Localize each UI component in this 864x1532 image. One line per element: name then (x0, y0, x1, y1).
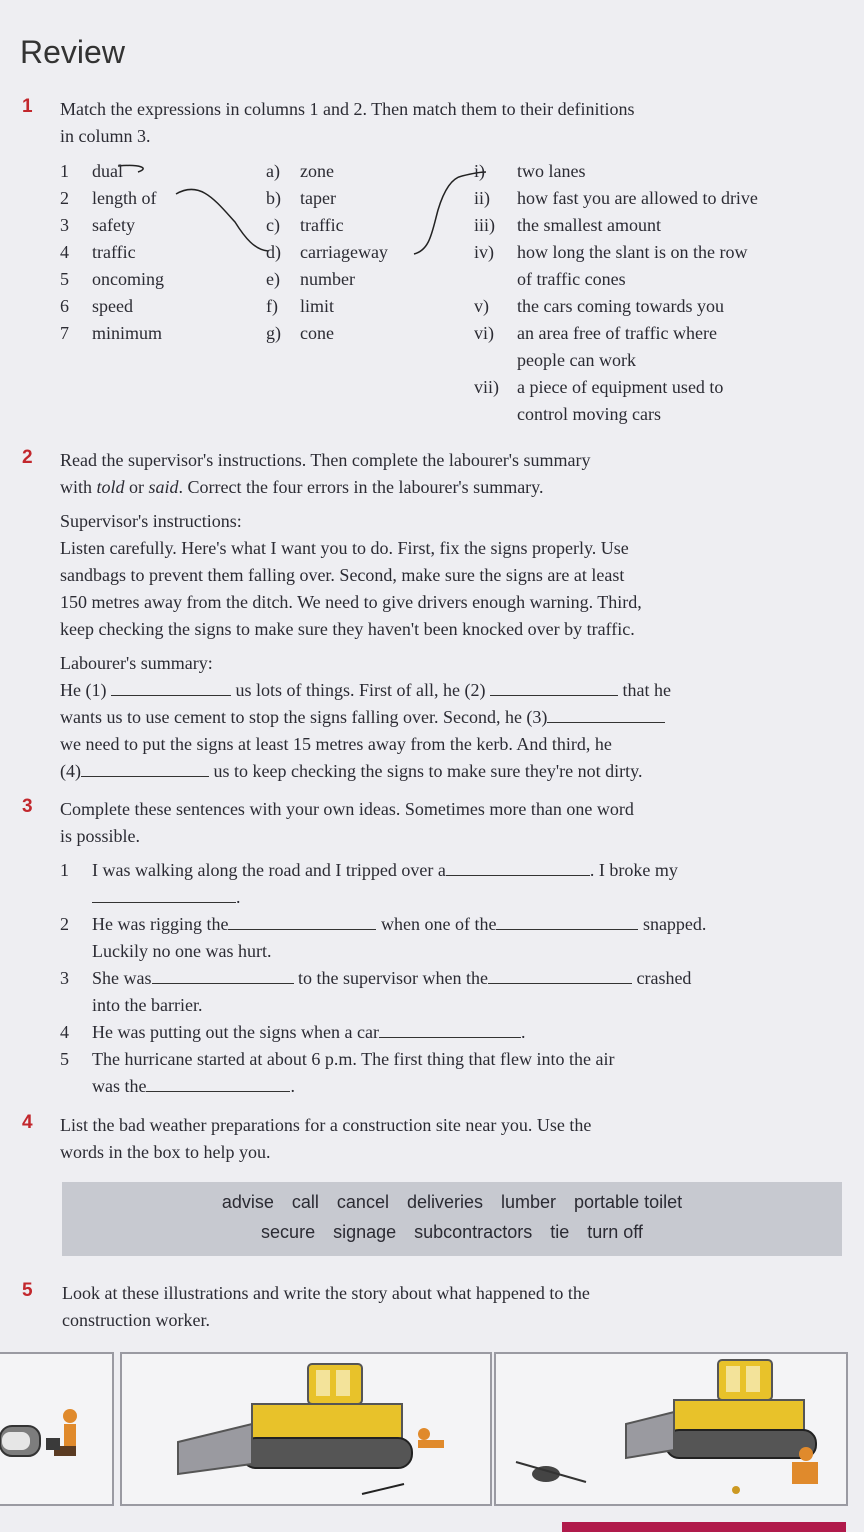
column-2-word: zone (300, 161, 334, 181)
column-2-word: cone (300, 323, 334, 343)
blank-field-1[interactable] (111, 681, 231, 696)
paragraph-line: sandbags to prevent them falling over. Second, make sure the signs are at least (60, 565, 625, 585)
column-2-word: carriageway (300, 242, 388, 262)
sentence-number: 2 (60, 914, 69, 934)
word-box-item: secure (261, 1222, 316, 1242)
column-1-word: length of (92, 188, 157, 208)
word-box-row (62, 1192, 842, 1213)
summary-line: He (1) us lots of things. First of all, he (2) that he (60, 680, 671, 700)
column-3-definition: how long the slant is on the row (517, 242, 748, 262)
instruction-text: Look at these illustrations and write the story about what happened to the (62, 1283, 590, 1303)
blank-field[interactable] (228, 915, 376, 930)
page-title: Review (20, 34, 125, 70)
illustration-panel-3 (494, 1352, 848, 1506)
word-box-item: cancel (336, 1192, 389, 1212)
column-2-word: limit (300, 296, 335, 316)
column-3-definition: control moving cars (517, 404, 661, 424)
column-2-letter: b) (266, 188, 281, 208)
word-box-item: portable toilet (574, 1192, 683, 1212)
word-box-item: tie (550, 1222, 570, 1242)
word-box-item: deliveries (406, 1192, 483, 1212)
sentence-5: The hurricane started at about 6 p.m. The first thing that flew into the air (92, 1049, 615, 1069)
column-1-number: 2 (60, 188, 69, 208)
summary-line: (4) us to keep checking the signs to make sure they're not dirty. (60, 761, 643, 781)
instruction-text: List the bad weather preparations for a construction site near you. Use the (60, 1115, 592, 1135)
instruction-text: words in the box to help you. (60, 1142, 271, 1162)
section-heading: Supervisor's instructions: (60, 511, 242, 531)
column-1-word: minimum (92, 323, 163, 343)
column-3-definition: the smallest amount (517, 215, 661, 235)
column-2-word: taper (300, 188, 336, 208)
column-1-word: speed (92, 296, 133, 316)
column-3-numeral: iii) (474, 215, 495, 235)
exercise-number: 3 (22, 796, 33, 817)
column-1-number: 1 (60, 161, 69, 181)
sentence-number: 4 (60, 1022, 69, 1042)
word-box-row (62, 1222, 842, 1243)
instruction-text: with told or said. Correct the four errors in the labourer's summary. (60, 477, 544, 497)
blank-field-2[interactable] (490, 681, 618, 696)
column-2-letter: c) (266, 215, 280, 235)
column-3-definition: a piece of equipment used to (517, 377, 724, 397)
column-3-definition: of traffic cones (517, 269, 626, 289)
column-1-number: 5 (60, 269, 69, 289)
paragraph-line: 150 metres away from the ditch. We need to give drivers enough warning. Third, (60, 592, 642, 612)
illustration-panel-2 (120, 1352, 492, 1506)
blank-field-3[interactable] (547, 708, 665, 723)
summary-line: we need to put the signs at least 15 metres away from the kerb. And third, he (60, 734, 612, 754)
column-3-numeral: iv) (474, 242, 494, 262)
column-1-word: oncoming (92, 269, 164, 289)
blank-field[interactable] (446, 861, 590, 876)
column-1-number: 3 (60, 215, 69, 235)
bulldozer-illustration (122, 1354, 490, 1504)
column-3-numeral: vii) (474, 377, 499, 397)
column-2-letter: d) (266, 242, 281, 262)
column-3-definition: two lanes (517, 161, 586, 181)
column-2-letter: e) (266, 269, 280, 289)
word-box-item: advise (221, 1192, 274, 1212)
column-3-numeral: vi) (474, 323, 494, 343)
column-1-word: traffic (92, 242, 136, 262)
instruction-text: in column 3. (60, 126, 151, 146)
column-3-definition: people can work (517, 350, 636, 370)
column-2-word: number (300, 269, 355, 289)
illustration-panel-1 (0, 1352, 114, 1506)
blank-field[interactable] (152, 969, 294, 984)
word-box-item: subcontractors (414, 1222, 533, 1242)
column-3-definition: the cars coming towards you (517, 296, 724, 316)
column-1-number: 4 (60, 242, 69, 262)
exercise-number: 5 (22, 1280, 33, 1301)
column-2-letter: g) (266, 323, 281, 343)
instruction-text: is possible. (60, 826, 141, 846)
column-2-word: traffic (300, 215, 344, 235)
accident-illustration (496, 1354, 846, 1504)
column-1-number: 6 (60, 296, 69, 316)
instruction-text: Match the expressions in columns 1 and 2. Then match them to their definitions (60, 99, 635, 119)
blank-field[interactable] (496, 915, 638, 930)
column-3-definition: how fast you are allowed to drive (517, 188, 758, 208)
paragraph-line: keep checking the signs to make sure they haven't been knocked over by traffic. (60, 619, 635, 639)
word-box-item: lumber (501, 1192, 557, 1212)
column-2-letter: f) (266, 296, 278, 316)
blank-field[interactable] (488, 969, 632, 984)
column-1-number: 7 (60, 323, 69, 343)
worker-illustration (0, 1354, 112, 1504)
sentence-2: He was rigging the when one of the snapped. (92, 914, 707, 934)
page-edge-bar (562, 1522, 846, 1532)
column-2-letter: a) (266, 161, 280, 181)
sentence-5-cont: was the . (92, 1076, 295, 1096)
exercise-number: 4 (22, 1112, 33, 1133)
blank-field-4[interactable] (81, 762, 209, 777)
sentence-number: 5 (60, 1049, 69, 1069)
paragraph-line: Listen carefully. Here's what I want you to do. First, fix the signs properly. Use (60, 538, 629, 558)
word-box-item: turn off (587, 1222, 643, 1242)
exercise-number: 1 (22, 96, 33, 117)
word-box-item: signage (333, 1222, 397, 1242)
blank-field[interactable] (146, 1077, 290, 1092)
blank-field[interactable] (92, 888, 236, 903)
instruction-text: Complete these sentences with your own ideas. Sometimes more than one word (60, 799, 634, 819)
column-1-word: dual (92, 161, 123, 181)
instruction-text: Read the supervisor's instructions. Then complete the labourer's summary (60, 450, 591, 470)
sentence-number: 3 (60, 968, 69, 988)
sentence-1-cont: . (92, 884, 241, 911)
column-3-numeral: v) (474, 296, 489, 316)
column-3-numeral: ii) (474, 188, 490, 208)
section-heading: Labourer's summary: (60, 653, 213, 673)
exercise-number: 2 (22, 447, 33, 468)
sentence-1: I was walking along the road and I tripped over a . I broke my (92, 860, 678, 880)
column-1-word: safety (92, 215, 135, 235)
summary-line: wants us to use cement to stop the signs falling over. Second, he (3) (60, 704, 665, 731)
sentence-4: He was putting out the signs when a car . (92, 1022, 526, 1042)
sentence-3-cont: into the barrier. (92, 995, 203, 1015)
instruction-text: construction worker. (62, 1310, 210, 1330)
word-box-item: call (291, 1192, 319, 1212)
blank-field[interactable] (379, 1023, 521, 1038)
sentence-2-cont: Luckily no one was hurt. (92, 941, 272, 961)
column-3-definition: an area free of traffic where (517, 323, 718, 343)
sentence-3: She was to the supervisor when the crashed (92, 968, 692, 988)
sentence-number: 1 (60, 860, 69, 880)
column-3-numeral: i) (474, 161, 485, 181)
word-box (62, 1182, 842, 1256)
